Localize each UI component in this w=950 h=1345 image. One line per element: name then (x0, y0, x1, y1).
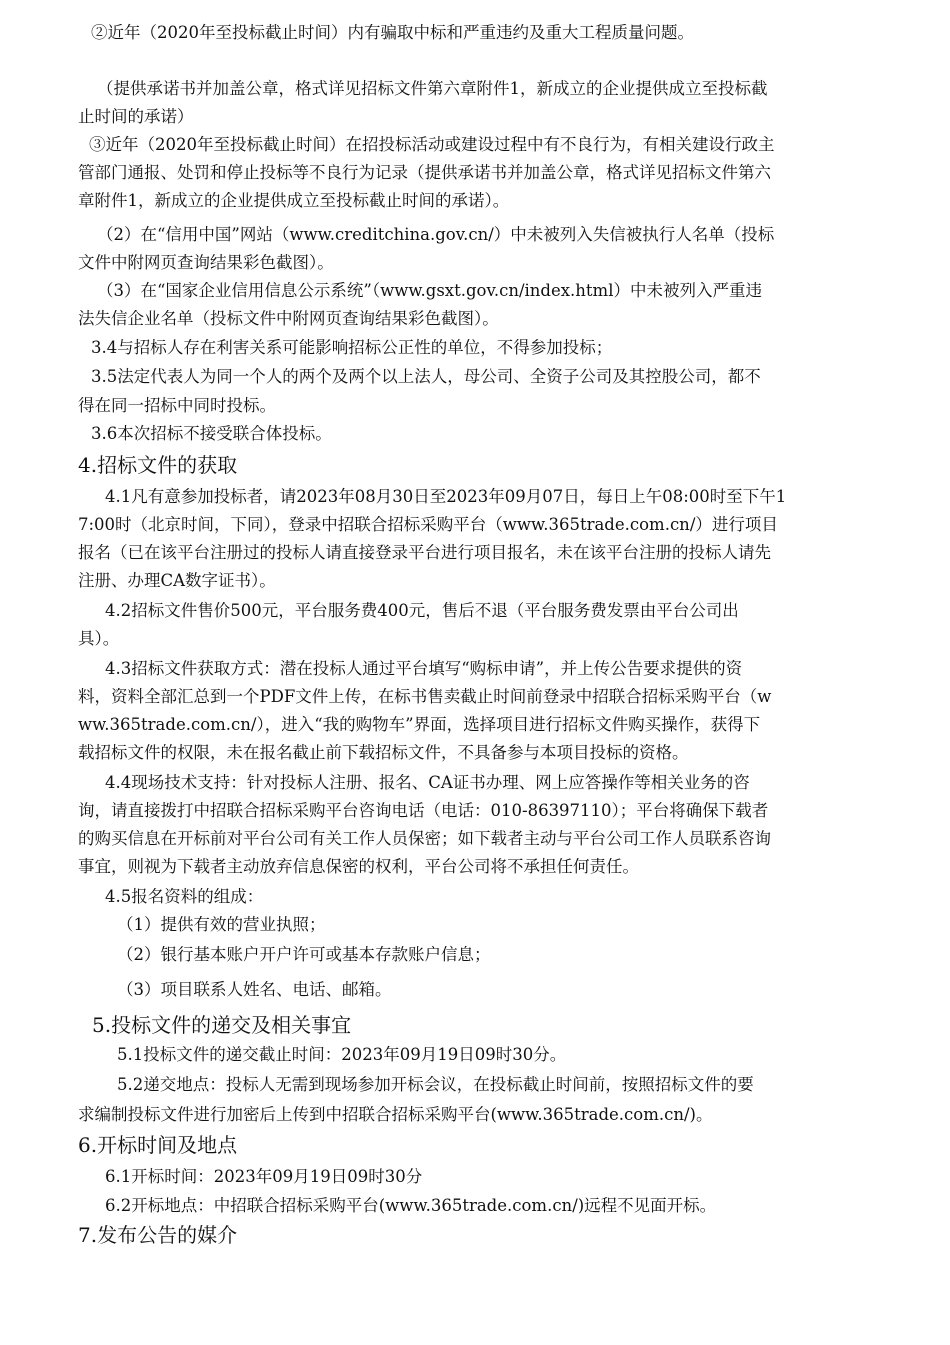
text-line: 4.1凡有意参加投标者，请2023年08月30日至2023年09月07日，每日上午08:00时至下午1 (105, 487, 787, 506)
text-line: 6.1开标时间：2023年09月19日09时30分 (105, 1167, 423, 1186)
text-line: 文件中附网页查询结果彩色截图）。 (78, 253, 334, 272)
text-line: 具）。 (78, 629, 120, 648)
text-line: ③近年（2020年至投标截止时间）在招投标活动或建设过程中有不良行为，有相关建设行政主 (89, 135, 775, 154)
text-line: 询，请直接拨打中招联合招标采购平台咨询电话（电话：010-86397110）；平台将确保下载者 (78, 801, 769, 820)
text-line: 4.4现场技术支持：针对投标人注册、报名、CA证书办理、网上应答操作等相关业务的咨 (105, 773, 750, 792)
text-line: 4.3招标文件获取方式：潜在投标人通过平台填写“购标申请”，并上传公告要求提供的资 (105, 659, 743, 678)
text-line: ②近年（2020年至投标截止时间）内有骗取中标和严重违约及重大工程质量问题。 (91, 23, 694, 42)
text-line: （2）银行基本账户开户许可或基本存款账户信息； (117, 945, 491, 964)
text-line: 止时间的承诺） (78, 107, 194, 126)
text-line: 注册、办理CA数字证书）。 (78, 571, 276, 590)
section-heading: 6.开标时间及地点 (78, 1133, 238, 1157)
text-line: （提供承诺书并加盖公章，格式详见招标文件第六章附件1，新成立的企业提供成立至投标截 (97, 79, 768, 98)
text-line: 4.2招标文件售价500元，平台服务费400元，售后不退（平台服务费发票由平台公司出 (105, 601, 739, 620)
text-line: 料，资料全部汇总到一个PDF文件上传，在标书售卖截止时间前登录中招联合招标采购平台（w (78, 687, 772, 706)
text-line: 求编制投标文件进行加密后上传到中招联合招标采购平台(www.365trade.com.cn/)。 (78, 1105, 713, 1124)
text-line: ww.365trade.com.cn/），进入“我的购物车”界面，选择项目进行招标文件购买操作，获得下 (78, 715, 761, 734)
text-line: 3.5法定代表人为同一个人的两个及两个以上法人，母公司、全资子公司及其控股公司，都不 (91, 367, 761, 386)
text-line: 5.1投标文件的递交截止时间：2023年09月19日09时30分。 (117, 1045, 567, 1064)
text-line: 6.2开标地点：中招联合招标采购平台(www.365trade.com.cn/)远程不见面开标。 (105, 1196, 717, 1215)
text-line: （3）在“国家企业信用信息公示系统”（www.gsxt.gov.cn/index.html）中未被列入严重违 (97, 281, 762, 300)
text-line: 3.6本次招标不接受联合体投标。 (91, 424, 332, 443)
text-line: 5.2递交地点：投标人无需到现场参加开标会议，在投标截止时间前，按照招标文件的要 (117, 1075, 754, 1094)
text-line: 法失信企业名单（投标文件中附网页查询结果彩色截图）。 (78, 309, 499, 328)
section-heading: 7.发布公告的媒介 (78, 1223, 238, 1247)
text-line: （1）提供有效的营业执照； (117, 915, 326, 934)
section-heading: 4.招标文件的获取 (78, 453, 238, 477)
text-line: 得在同一招标中同时投标。 (78, 396, 276, 415)
text-line: 管部门通报、处罚和停止投标等不良行为记录（提供承诺书并加盖公章，格式详见招标文件第六 (78, 163, 771, 182)
text-line: （2）在“信用中国”网站（www.creditchina.gov.cn/）中未被列入失信被执行人名单（投标 (97, 225, 775, 244)
text-line: 报名（已在该平台注册过的投标人请直接登录平台进行项目报名，未在该平台注册的投标人请先 (78, 543, 771, 562)
text-line: （3）项目联系人姓名、电话、邮箱。 (117, 980, 392, 999)
section-heading: 5.投标文件的递交及相关事宜 (92, 1013, 352, 1037)
text-line: 载招标文件的权限，未在报名截止前下载招标文件，不具备参与本项目投标的资格。 (78, 743, 689, 762)
text-line: 的购买信息在开标前对平台公司有关工作人员保密；如下载者主动与平台公司工作人员联系咨询 (78, 829, 771, 848)
text-line: 章附件1，新成立的企业提供成立至投标截止时间的承诺）。 (78, 191, 510, 210)
text-line: 3.4与招标人存在利害关系可能影响招标公正性的单位，不得参加投标； (91, 338, 613, 357)
text-line: 7:00时（北京时间，下同），登录中招联合招标采购平台（www.365trade.com.cn/）进行项目 (78, 515, 778, 534)
text-line: 事宜，则视为下载者主动放弃信息保密的权利，平台公司将不承担任何责任。 (78, 857, 639, 876)
text-line: 4.5报名资料的组成： (105, 887, 264, 906)
